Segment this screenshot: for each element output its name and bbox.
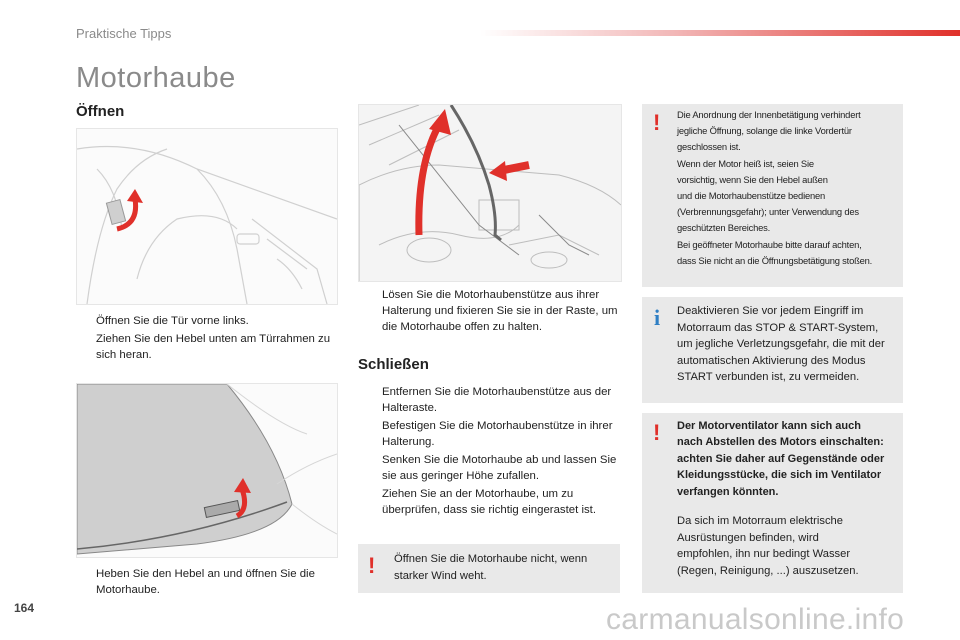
list-item: Senken Sie die Motorhaube ab und lassen Sie sie aus geringer Höhe zufallen. bbox=[382, 454, 617, 482]
list-item: Entfernen Sie die Motorhaubenstütze aus der Halteraste. bbox=[382, 386, 612, 414]
warning-icon: ! bbox=[368, 553, 376, 578]
warning-icon: ! bbox=[653, 110, 661, 135]
info-text: Deaktivieren Sie vor jedem Eingriff im Motorraum das STOP & START-System, um jegliche Verletzungsgefahr, die mit der automatischen Aktivierung des Modus START verbunden ist, zu vermeiden. bbox=[677, 305, 885, 383]
close-steps-list bbox=[362, 384, 620, 520]
hood-lever-drawing bbox=[77, 384, 337, 557]
hood-lever-illustration bbox=[76, 383, 338, 558]
close-heading: Schließen bbox=[358, 356, 429, 373]
list-item: Ziehen Sie an der Motorhaube, um zu überprüfen, dass sie richtig eingerastet ist. bbox=[382, 488, 597, 516]
warning-icon: ! bbox=[653, 420, 661, 445]
door-lever-illustration bbox=[76, 128, 338, 305]
open-heading: Öffnen bbox=[76, 103, 125, 120]
warning-box-2 bbox=[642, 413, 903, 593]
warning-1-text: Die Anordnung der Innenbetätigung verhindert jegliche Öffnung, solange die linke Vordertür geschlossen ist. Wenn der Motor heiß ist, seien Sie vorsichtig, wenn Sie den Hebel außen und die Motorhaubenstütze bedienen (Verbrennungsgefahr); unter Verwendung des geschützten Bereiches. Bei geöffneter Motorhaube bitte darauf achten, dass Sie nicht an die Öffnungsbetätigung stoßen. bbox=[677, 109, 873, 266]
info-icon: i bbox=[654, 305, 661, 330]
fan-warning-text: Der Motorventilator kann sich auch nach Abstellen des Motors einschalten: achten Sie daher auf Gegenstände oder Kleidungsstücke, die sich im Ventilator verfangen könnten. bbox=[677, 420, 885, 498]
watermark: carmanualsonline.info bbox=[606, 603, 905, 636]
section-label: Praktische Tipps bbox=[76, 26, 172, 41]
list-item: Ziehen Sie den Hebel unten am Türrahmen zu sich heran. bbox=[96, 333, 331, 361]
header-accent-bar bbox=[480, 30, 960, 36]
list-item: Öffnen Sie die Tür vorne links. bbox=[96, 315, 249, 327]
warning-box-1 bbox=[642, 104, 903, 287]
door-lever-drawing bbox=[77, 129, 337, 304]
info-box bbox=[642, 297, 903, 403]
wind-warning-text: Öffnen Sie die Motorhaube nicht, wenn starker Wind weht. bbox=[394, 553, 588, 582]
wind-warning-box bbox=[358, 544, 620, 593]
hood-stay-illustration bbox=[358, 104, 622, 282]
list-item: Heben Sie den Hebel an und öffnen Sie die Motorhaube. bbox=[96, 568, 315, 596]
list-item: Lösen Sie die Motorhaubenstütze aus ihrer Halterung und fixieren Sie sie in der Raste, um die Motorhaube offen zu halten. bbox=[382, 289, 618, 333]
page-title: Motorhaube bbox=[76, 62, 236, 94]
hood-stay-drawing bbox=[359, 105, 621, 281]
water-warning-text: Da sich im Motorraum elektrische Ausrüstungen befinden, wird empfohlen, ihn nur bedingt Wasser (Regen, Reinigung, ...) auszusetzen. bbox=[677, 515, 859, 577]
list-item: Befestigen Sie die Motorhaubenstütze in ihrer Halterung. bbox=[382, 420, 613, 448]
open-steps-list-2 bbox=[76, 566, 338, 600]
open-steps-list-1 bbox=[76, 313, 338, 365]
page-number: 164 bbox=[14, 601, 35, 615]
open-steps-list-3 bbox=[362, 287, 620, 337]
